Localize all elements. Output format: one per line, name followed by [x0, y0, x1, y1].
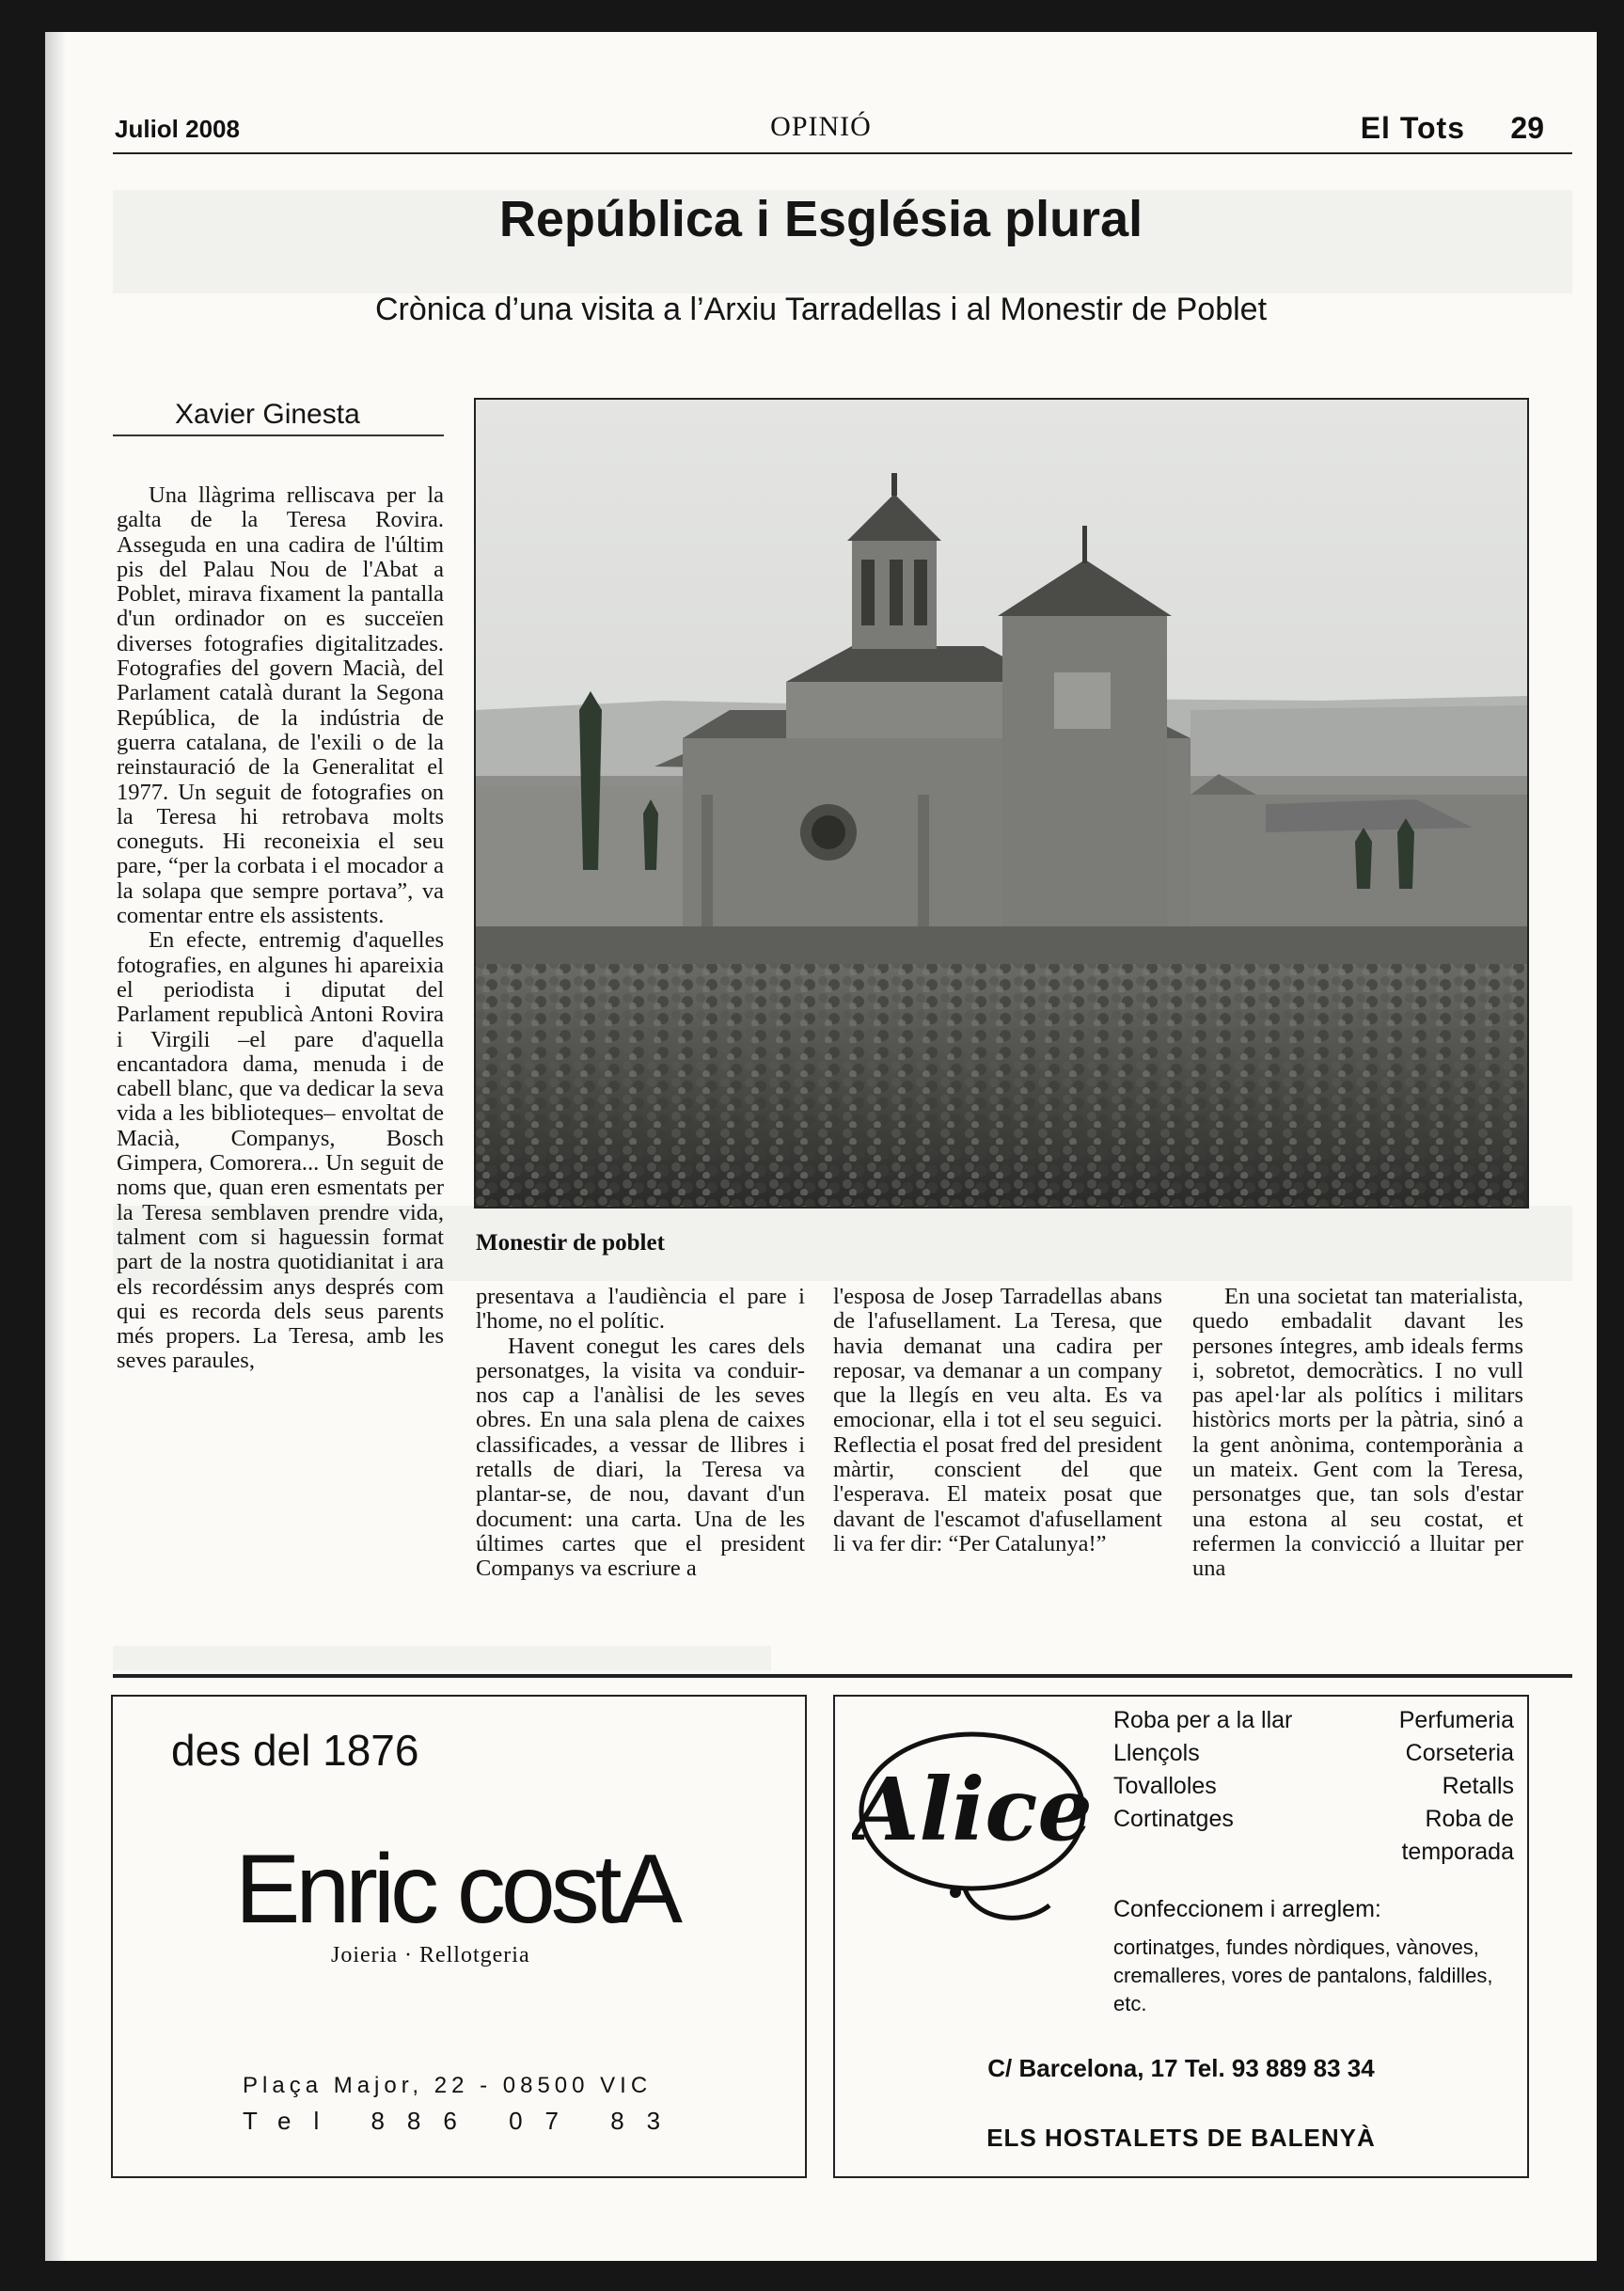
list-item: Perfumeria	[1398, 1707, 1514, 1733]
alice-town: ELS HOSTALETS DE BALENYÀ	[986, 2124, 1376, 2152]
jeweler-advertisement	[111, 1695, 807, 2178]
list-item: Corseteria	[1405, 1740, 1514, 1766]
alice-logo-text: Alice	[852, 1759, 1093, 1860]
alice-services-heading: Confeccionem i arreglem:	[1113, 1896, 1381, 1922]
paragraph: En efecte, entremig d'aquelles fotografies, en algunes hi apareixia el periodista i diputat del Parlament republicà Antoni Rovira i Virgili –el pare d'aquella encantadora dama, menuda i de cabell blanc, que va dedicar la seva vida a les biblioteques– envoltat de Macià, Companys, Bosch Gimpera, Comorera... Un seguit de noms que, quan eren esmentats per la Teresa semblaven prendre vida, talment com si haguessin format part de la nostra quotidianitat i ara els recordéssim anys després com qui es recorda dels seus parents més propers. La Teresa, amb les seves paraules,	[117, 927, 444, 1374]
list-item: Retalls	[1442, 1773, 1514, 1799]
alice-list-right	[1399, 1704, 1514, 1869]
alice-address: C/ Barcelona, 17 Tel. 93 889 83 34	[987, 2054, 1375, 2082]
article-author: Xavier Ginesta	[175, 399, 360, 430]
paragraph: Una llàgrima relliscava per la galta de la Teresa Rovira. Asseguda en una cadira de l'últim pis del Palau Nou de l'Abat a Poblet, mirava fixament la pantalla d'un ordinador on es succeïen diverses fotografies digitalitzades. Fotografies del govern Macià, del Parlament català durant la Segona República, de la indústria de guerra catalana, de l'exili o de la reinstauració de la Generalitat el 1977. Un seguit de fotografies on la Teresa hi retrobava molts coneguts. Hi reconeixia el seu pare, “per la corbata i el mocador a la solapa que sempre portava”, va comentar entre els assistents.	[117, 482, 444, 929]
article-column-2	[476, 1285, 805, 1646]
list-item: Tovalloles	[1113, 1773, 1217, 1799]
alice-list-left	[1113, 1704, 1292, 1836]
paragraph: l'esposa de Josep Tarradellas abans de l'afusellament. La Teresa, que havia demanat una cadira per reposar, va demanar a un company que la llegís en veu alta. Es va emocionar, ella i tot el seu seguici. Reflectia el posat fred del president màrtir, conscient del que l'esperava. El mateix posat que davant de l'escamot d'afusellament li va fer dir: “Per Catalunya!”	[833, 1284, 1162, 1556]
alice-advertisement	[833, 1695, 1529, 2178]
article-column-4	[1192, 1285, 1523, 1646]
article-subtitle: Crònica d’una visita a l’Arxiu Tarradellas i al Monestir de Poblet	[374, 292, 1268, 327]
monastery-illustration	[476, 400, 1527, 1207]
list-item: Llençols	[1113, 1740, 1200, 1766]
alice-logo	[852, 1721, 1093, 1947]
header-rule	[113, 152, 1572, 154]
photo-caption: Monestir de poblet	[476, 1230, 665, 1256]
ad-since-text: des del 1876	[171, 1726, 419, 1775]
paragraph: En una societat tan materialista, quedo embadalit davant les persones íntegres, amb ideals ferms i, sobretot, democràtics. I no vull pas apel·lar als polítics i militars històrics morts per la pàtria, sinó a la gent anònima, contemporània a un mateix. Gent com la Teresa, personatges que, tan sols d'estar una estona al seu costat, et refermen la convicció a lluitar per una	[1192, 1284, 1523, 1582]
section-name: OPINIÓ	[770, 111, 872, 142]
author-rule	[113, 434, 444, 436]
article-column-1	[117, 483, 444, 1646]
publication-name: El Tots	[1360, 111, 1465, 145]
article-column-3	[833, 1285, 1162, 1646]
page-gutter-shadow	[45, 32, 66, 2261]
bleed-through-shade	[113, 1646, 771, 1670]
page-number: 29	[1510, 111, 1544, 145]
ads-separator-rule	[113, 1674, 1572, 1678]
newspaper-page	[45, 32, 1597, 2261]
jeweler-logo: Enric costA	[235, 1835, 678, 1944]
issue-date: Juliol 2008	[115, 115, 240, 143]
jeweler-address: Plaça Major, 22 - 08500 VIC	[243, 2073, 653, 2098]
jeweler-tagline: Joieria · Rellotgeria	[331, 1943, 530, 1967]
list-item: temporada	[1401, 1839, 1514, 1865]
monastery-photo	[474, 398, 1529, 1209]
alice-services: cortinatges, fundes nòrdiques, vànoves, cremalleres, vores de pantalons, faldilles, etc.	[1113, 1936, 1493, 2015]
list-item: Cortinatges	[1113, 1806, 1234, 1832]
article-title: República i Església plural	[498, 191, 1143, 247]
paragraph: presentava a l'audiència el pare i l'home, no el polític.	[476, 1284, 805, 1335]
list-item: Roba per a la llar	[1113, 1707, 1293, 1733]
paragraph: Havent conegut les cares dels personatges, la visita va conduir-nos cap a l'anàlisi de les seves obres. En una sala plena de caixes classificades, a vessar de llibres i retalls de diari, la Teresa va plantar-se, de nou, davant d'un document: una carta. Una de les últimes cartes que el president Companys va escriure a	[476, 1333, 805, 1582]
list-item: Roba de	[1425, 1806, 1514, 1832]
jeweler-phone: Tel 886 07 83	[243, 2107, 684, 2135]
